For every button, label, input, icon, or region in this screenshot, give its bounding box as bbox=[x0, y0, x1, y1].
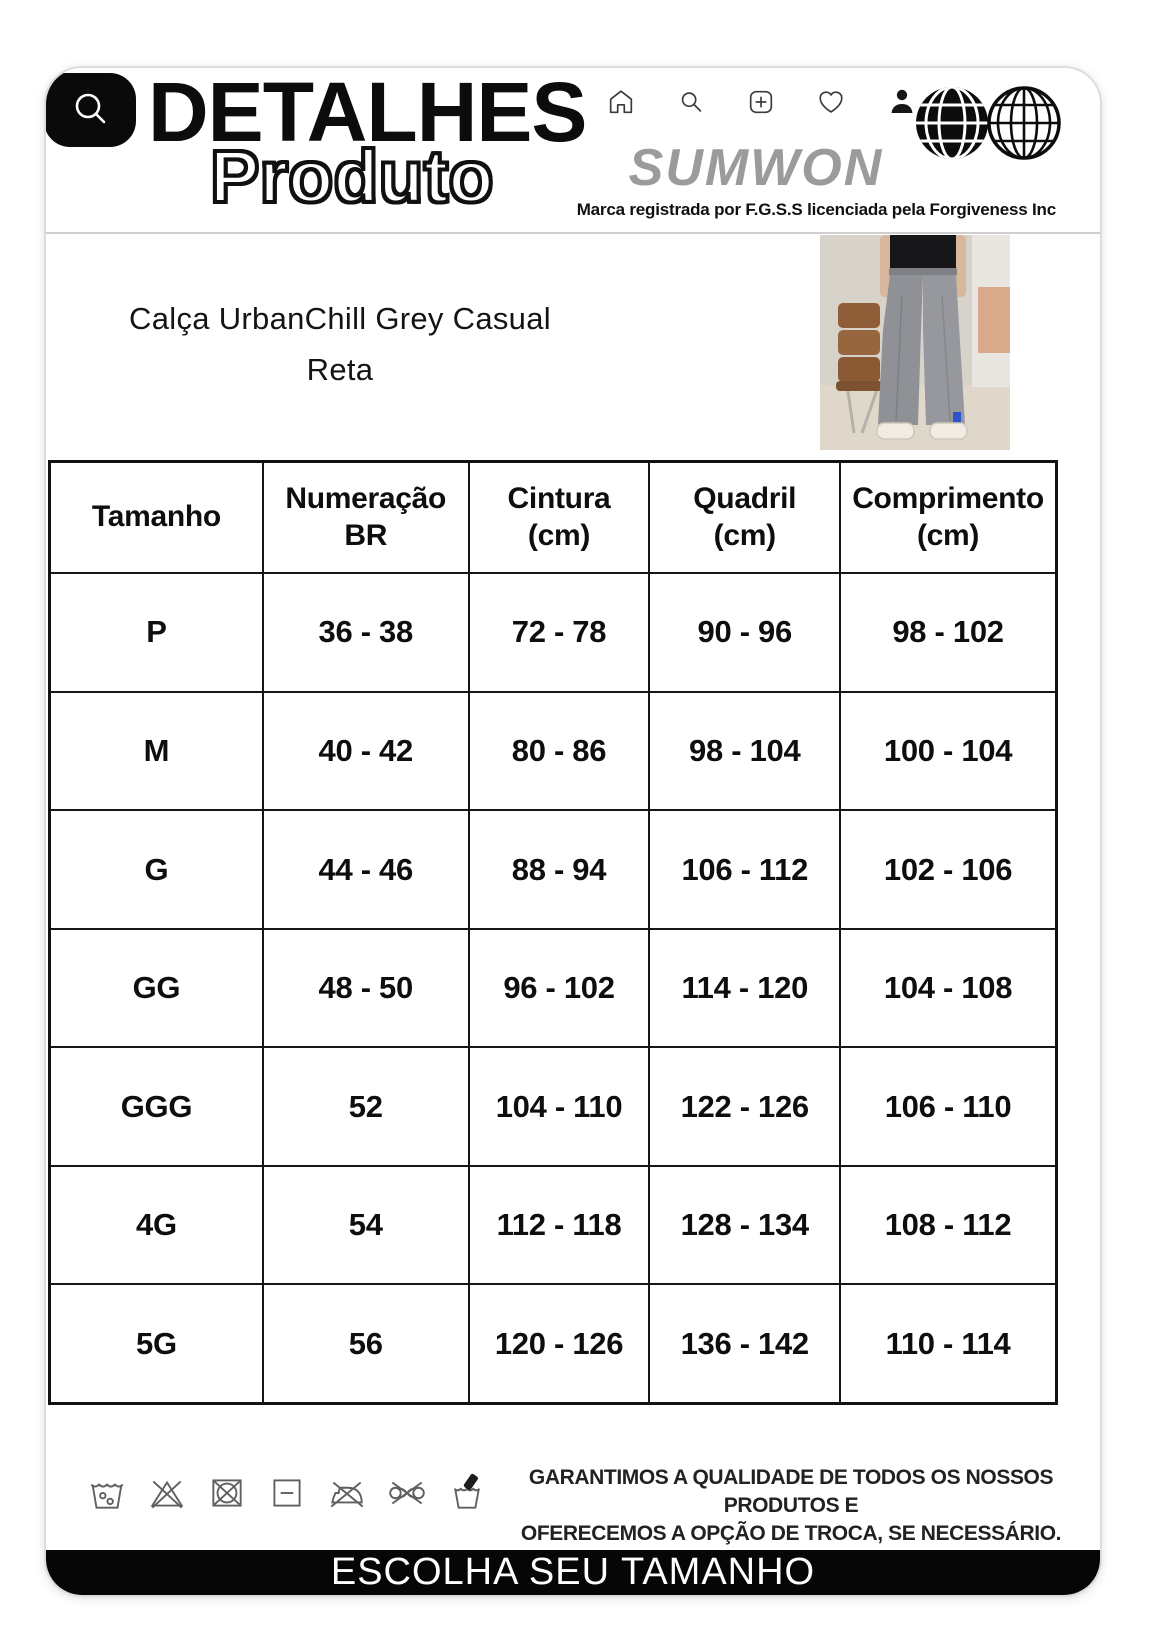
column-header-tamanho: Tamanho bbox=[91, 500, 221, 534]
size-label: M bbox=[143, 732, 170, 768]
home-icon[interactable] bbox=[606, 87, 636, 117]
nav-icon-row bbox=[606, 86, 918, 118]
column-header-quadril: Quadril (cm) bbox=[648, 463, 839, 572]
size-value: 106 - 110 bbox=[839, 1048, 1055, 1165]
size-label: G bbox=[144, 851, 169, 887]
table-row bbox=[51, 1283, 1055, 1402]
trademark-text: Marca registrada por F.G.S.S licenciada pela Forgiveness Inc bbox=[576, 200, 1056, 219]
table-row bbox=[51, 1165, 1055, 1284]
guarantee-text bbox=[508, 1464, 1074, 1548]
size-value: 128 - 134 bbox=[648, 1167, 839, 1284]
size-value: 52 bbox=[262, 1048, 468, 1165]
product-title-line1: Calça UrbanChill Grey Casual bbox=[129, 301, 551, 336]
choose-size-label: ESCOLHA SEU TAMANHO bbox=[330, 1551, 816, 1593]
size-table bbox=[48, 460, 1058, 1405]
guarantee-line2: OFERECEMOS A OPÇÃO DE TROCA, SE NECESSÁRIO. bbox=[520, 1522, 1062, 1546]
size-label: 5G bbox=[136, 1325, 177, 1361]
hand-brush-wash-icon bbox=[446, 1472, 488, 1514]
size-value: 44 - 46 bbox=[262, 811, 468, 928]
do-not-wring-icon bbox=[386, 1472, 428, 1514]
size-label: GG bbox=[132, 970, 181, 1006]
size-value: 112 - 118 bbox=[468, 1167, 649, 1284]
size-value: 104 - 108 bbox=[839, 930, 1055, 1047]
do-not-tumble-dry-icon bbox=[206, 1472, 248, 1514]
guarantee-line1: GARANTIMOS A QUALIDADE DE TODOS OS NOSSOS PRODUTOS E bbox=[528, 1466, 1054, 1518]
choose-size-bar[interactable] bbox=[46, 1550, 1100, 1595]
care-icons-row bbox=[86, 1472, 488, 1514]
size-value: 36 - 38 bbox=[262, 574, 468, 691]
size-label: 4G bbox=[136, 1207, 177, 1243]
size-value: 56 bbox=[262, 1285, 468, 1402]
header bbox=[46, 68, 1100, 234]
do-not-bleach-icon bbox=[146, 1472, 188, 1514]
size-value: 80 - 86 bbox=[468, 693, 649, 810]
table-row bbox=[51, 1046, 1055, 1165]
product-title bbox=[70, 294, 610, 396]
size-value: 96 - 102 bbox=[468, 930, 649, 1047]
size-value: 88 - 94 bbox=[468, 811, 649, 928]
size-value: 120 - 126 bbox=[468, 1285, 649, 1402]
table-row bbox=[51, 809, 1055, 928]
search-icon bbox=[62, 82, 118, 138]
search-button[interactable] bbox=[44, 73, 136, 147]
do-not-iron-icon bbox=[326, 1472, 368, 1514]
size-value: 122 - 126 bbox=[648, 1048, 839, 1165]
page-title: DETALHES bbox=[148, 66, 587, 159]
size-value: 100 - 104 bbox=[839, 693, 1055, 810]
size-value: 54 bbox=[262, 1167, 468, 1284]
table-row bbox=[51, 928, 1055, 1047]
size-value: 72 - 78 bbox=[468, 574, 649, 691]
wash-icon bbox=[86, 1472, 128, 1514]
size-label: P bbox=[146, 614, 167, 650]
product-photo bbox=[820, 235, 1010, 450]
table-row bbox=[51, 572, 1055, 691]
size-value: 114 - 120 bbox=[648, 930, 839, 1047]
size-label: GGG bbox=[120, 1088, 193, 1124]
size-value: 136 - 142 bbox=[648, 1285, 839, 1402]
size-value: 98 - 104 bbox=[648, 693, 839, 810]
heart-icon[interactable] bbox=[816, 87, 846, 117]
size-value: 102 - 106 bbox=[839, 811, 1055, 928]
page-subtitle: Produto bbox=[210, 135, 494, 218]
size-value: 90 - 96 bbox=[648, 574, 839, 691]
size-value: 108 - 112 bbox=[839, 1167, 1055, 1284]
brand-logo-text: SUMWON bbox=[628, 139, 884, 197]
size-value: 48 - 50 bbox=[262, 930, 468, 1047]
column-header-numeracao: Numeração BR bbox=[262, 463, 468, 572]
product-title-line2: Reta bbox=[306, 351, 374, 387]
search-nav-icon[interactable] bbox=[676, 87, 706, 117]
column-header-comprimento: Comprimento (cm) bbox=[839, 463, 1055, 572]
product-detail-card bbox=[44, 66, 1102, 1597]
size-value: 110 - 114 bbox=[839, 1285, 1055, 1402]
table-row bbox=[51, 691, 1055, 810]
size-value: 106 - 112 bbox=[648, 811, 839, 928]
globe-outline-icon bbox=[984, 83, 1064, 163]
table-header-row bbox=[51, 463, 1055, 572]
globe-filled-icon bbox=[912, 83, 992, 163]
column-header-cintura: Cintura (cm) bbox=[468, 463, 649, 572]
size-value: 98 - 102 bbox=[839, 574, 1055, 691]
dry-flat-icon bbox=[266, 1472, 308, 1514]
add-icon[interactable] bbox=[746, 87, 776, 117]
size-value: 104 - 110 bbox=[468, 1048, 649, 1165]
size-value: 40 - 42 bbox=[262, 693, 468, 810]
